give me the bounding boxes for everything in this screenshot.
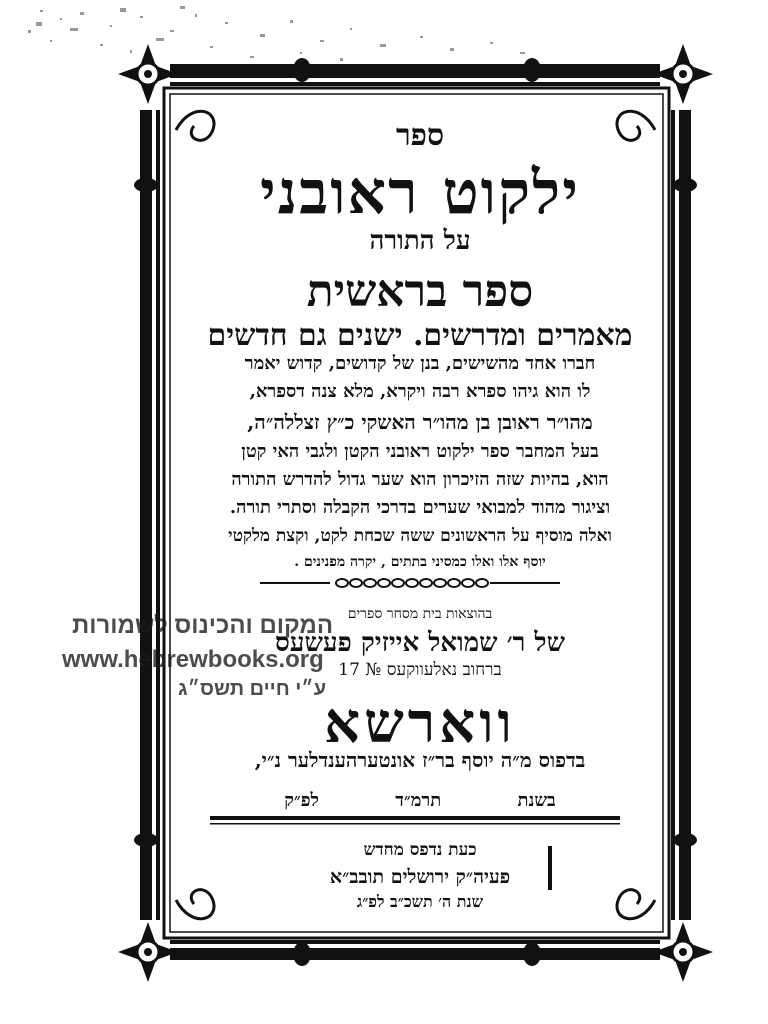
book-label: ספר [395, 118, 445, 153]
press-line: בדפוס מ״ה יוסף בר״ז אונטערהענדלער נ״י, [254, 748, 586, 772]
city-name: ווארשא [324, 690, 516, 756]
volume-title: ספר בראשית [306, 266, 534, 317]
reprint-year: שנת ה׳ תשכ״ב לפ״ג [356, 892, 484, 911]
watermark-url: www.hebrewbooks.org [62, 646, 324, 673]
book-title: ילקוט ראובני [260, 158, 580, 228]
description-heading: מאמרים ומדרשים. ישנים גם חדשים [207, 318, 633, 353]
year-label: בשנת [517, 790, 556, 811]
year-era: לפ״ק [284, 790, 319, 811]
publisher-line: בהוצאות בית מסחר ספרים [347, 606, 493, 622]
watermark-line: ע״י חיים תשס״ג [178, 678, 327, 700]
year-row [175, 790, 665, 811]
description-line: וציגור מהוד למבואי שערים בדרכי הקבלה וסתרי תורה. [229, 497, 611, 518]
margin-mark [548, 846, 552, 890]
description-line: הוא, בהיות שזה הזיכרון הוא שער גדול להדרש התורה [231, 469, 609, 490]
publisher-address: ברחוב נאלעווקעס № 17 [338, 660, 502, 680]
book-subtitle: על התורה [369, 226, 471, 256]
rule-divider [210, 816, 620, 826]
publisher-name: של ר׳ שמואל אייזיק פעשעס [275, 628, 565, 658]
description-line: בעל המחבר ספר ילקוט ראובני הקטן ולגבי האי קטן [241, 441, 599, 462]
year-value: תרמ״ד [395, 790, 442, 811]
watermark-line: המקום והכינוס לשמורות [72, 612, 334, 639]
description-line: יוסף אלו ואלו כמסיני בתתים , יקרה מפנינים . [294, 554, 546, 570]
ornamental-divider [260, 576, 560, 590]
description-line: לו הוא גיהו ספרא רבה ויקרא, מלא צנה דספרא, [249, 381, 591, 402]
reprint-note: כעת נדפס מחדש [363, 840, 477, 860]
reprint-place: פעיה״ק ירושלים תובב״א [329, 866, 511, 888]
description-line: מהו״ר ראובן בן מהו״ר האשקי כ״ץ זצללה״ה, [247, 410, 593, 434]
description-line: חברו אחד מהשישים, בנן של קדושים, קדוש יאמר [244, 353, 596, 374]
description-line: ואלה מוסיף על הראשונים ששה שכחת לקט, וקצת מלקטי [228, 526, 612, 546]
